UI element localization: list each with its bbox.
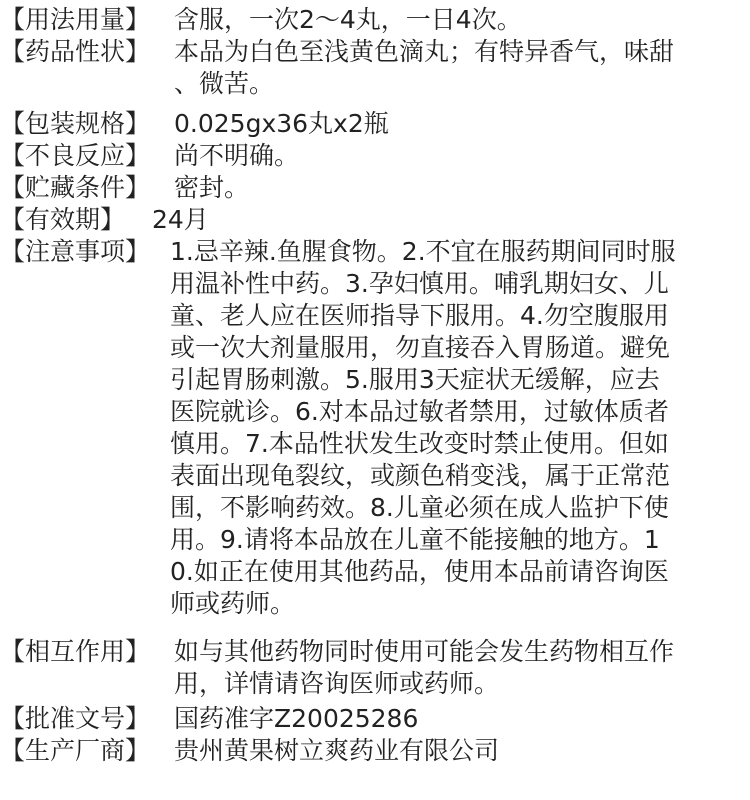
entry-value-line: 慎用。7.本品性状发生改变时禁止使用。但如 [170, 429, 669, 458]
entry-value-line: 用。9.请将本品放在儿童不能接触的地方。1 [170, 525, 660, 554]
entry-manufacturer [0, 735, 499, 767]
entry-value [170, 236, 676, 620]
entry-value-line: 医院就诊。6.对本品过敏者禁用，过敏体质者 [170, 397, 669, 426]
entry-value-line: 密封。 [174, 173, 250, 202]
entry-value-line: 1.忌辛辣.鱼腥食物。2.不宜在服药期间同时服 [170, 237, 676, 266]
entry-value-line: 表面出现龟裂纹，或颜色稍变浅，属于正常范 [170, 461, 671, 490]
entry-value [174, 140, 299, 172]
entry-label: 【不良反应】 [0, 141, 151, 170]
entry-value-line: 师或药师。 [170, 589, 296, 618]
entry-storage [0, 172, 249, 204]
entry-value-line: 尚不明确。 [174, 141, 300, 170]
entry-value-line: 童、老人应在医师指导下服用。4.勿空腹服用 [170, 301, 669, 330]
entry-value-line: 用温补性中药。3.孕妇慎用。哺乳期妇女、儿 [170, 269, 669, 298]
entry-value [174, 735, 499, 767]
entry-value [174, 108, 389, 140]
entry-value-line: 围，不影响药效。8.儿童必须在成人监护下使 [170, 493, 669, 522]
entry-value-line: 本品为白色至浅黄色滴丸；有特异香气，味甜 [174, 37, 675, 66]
entry-label: 【有效期】 [0, 205, 126, 234]
entry-shelf-life [0, 204, 209, 236]
entry-value-line: 0.如正在使用其他药品，使用本品前请咨询医 [170, 557, 669, 586]
entry-label: 【批准文号】 [0, 704, 151, 733]
entry-value [174, 36, 674, 100]
entry-label: 【包装规格】 [0, 109, 151, 138]
entry-value [152, 204, 209, 236]
entry-label: 【相互作用】 [0, 637, 151, 666]
entry-value-line: 如与其他药物同时使用可能会发生药物相互作 [174, 637, 675, 666]
entry-package-spec [0, 108, 389, 140]
entry-label: 【用法用量】 [0, 5, 151, 34]
entry-usage-dosage [0, 4, 522, 36]
entry-value-line: 、微苦。 [174, 69, 275, 98]
entry-value-line: 或一次大剂量服用，勿直接吞入胃肠道。避免 [170, 333, 671, 362]
entry-value-line: 24月 [152, 205, 209, 234]
entry-value [174, 636, 674, 700]
entry-label: 【注意事项】 [0, 237, 151, 266]
entry-label: 【贮藏条件】 [0, 173, 151, 202]
entry-label: 【生产厂商】 [0, 736, 151, 765]
entry-value-line: 引起胃肠刺激。5.服用3天症状无缓解，应去 [170, 365, 660, 394]
entry-value-line: 贵州黄果树立爽药业有限公司 [174, 736, 500, 765]
entry-value-line: 用，详情请咨询医师或药师。 [174, 669, 500, 698]
entry-value [174, 4, 522, 36]
entry-value-line: 0.025gx36丸x2瓶 [174, 109, 389, 138]
entry-value-line: 国药准字Z20025286 [174, 704, 419, 733]
entry-label: 【药品性状】 [0, 37, 151, 66]
entry-value [174, 172, 249, 204]
entry-precautions [0, 236, 676, 620]
entry-approval-number [0, 703, 418, 735]
entry-value-line: 含服，一次2～4丸，一日4次。 [174, 5, 522, 34]
entry-appearance [0, 36, 674, 100]
entry-interactions [0, 636, 674, 700]
entry-value [174, 703, 418, 735]
entry-adverse-reactions [0, 140, 299, 172]
